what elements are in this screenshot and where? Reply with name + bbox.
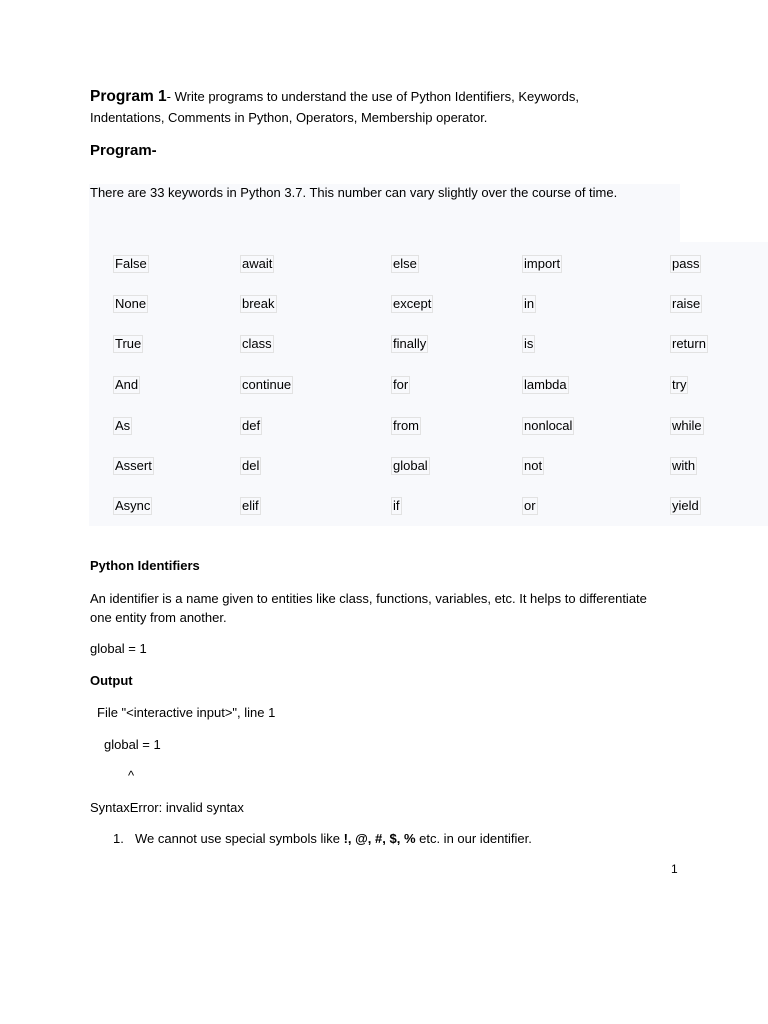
list-text-after: etc. in our identifier. (415, 831, 532, 846)
keyword-cell: def (242, 418, 261, 433)
list-item-text (135, 831, 532, 846)
keyword-cell: None (115, 296, 147, 311)
keyword-cell: return (672, 336, 706, 351)
keyword-cell: import (524, 256, 561, 271)
keyword-cell: with (672, 458, 696, 473)
program-label: Program- (90, 142, 157, 159)
keyword-cell: False (115, 256, 147, 271)
keyword-cell: while (672, 418, 702, 433)
keyword-cell: As (115, 418, 131, 433)
keyword-cell: not (524, 458, 543, 473)
keyword-block-shade (89, 242, 768, 526)
keyword-cell: raise (672, 296, 701, 311)
keyword-cell: except (393, 296, 432, 311)
list-item-number: 1. (113, 831, 124, 846)
keyword-cell: for (393, 377, 409, 392)
identifiers-paragraph: An identifier is a name given to entities like class, functions, variables, etc. It helps to differentiate one entity from another. (90, 591, 647, 625)
keyword-cell: in (524, 296, 535, 311)
keyword-cell: Assert (115, 458, 152, 473)
keyword-cell: from (393, 418, 419, 433)
keyword-cell: pass (672, 256, 700, 271)
keyword-cell: else (393, 256, 417, 271)
keywords-intro: There are 33 keywords in Python 3.7. This number can vary slightly over the course of time. (90, 185, 618, 200)
code-line: global = 1 (90, 641, 147, 656)
keyword-cell: del (242, 458, 260, 473)
list-text-before: We cannot use special symbols like (135, 831, 344, 846)
output-heading: Output (90, 673, 133, 688)
keyword-cell: yield (672, 498, 699, 513)
keyword-cell: global (393, 458, 428, 473)
keyword-cell: try (672, 377, 687, 392)
program-title: Program 1 (90, 88, 167, 105)
keyword-cell: lambda (524, 377, 567, 392)
list-symbols: !, @, #, $, % (343, 831, 416, 846)
keyword-cell: finally (393, 336, 427, 351)
keyword-cell: is (524, 336, 534, 351)
output-line-1: File "<interactive input>", line 1 (97, 705, 276, 720)
program-heading (90, 86, 650, 128)
keyword-cell: True (115, 336, 142, 351)
keyword-cell: break (242, 296, 275, 311)
keyword-cell: if (393, 498, 400, 513)
identifiers-heading: Python Identifiers (90, 558, 200, 573)
page-number: 1 (671, 862, 678, 876)
syntax-error: SyntaxError: invalid syntax (90, 800, 244, 815)
keyword-cell: Async (115, 498, 151, 513)
output-line-2: global = 1 (104, 737, 161, 752)
output-caret: ^ (128, 768, 135, 783)
keyword-cell: await (242, 256, 273, 271)
program-description: - Write programs to understand the use of Python Identifiers, Keywords, Indentations, Comments in Python, Operators, Membership operator. (90, 89, 580, 125)
keyword-cell: And (115, 377, 139, 392)
keyword-cell: elif (242, 498, 259, 513)
keyword-cell: nonlocal (524, 418, 573, 433)
keyword-cell: or (524, 498, 536, 513)
keyword-cell: continue (242, 377, 292, 392)
keyword-cell: class (242, 336, 272, 351)
